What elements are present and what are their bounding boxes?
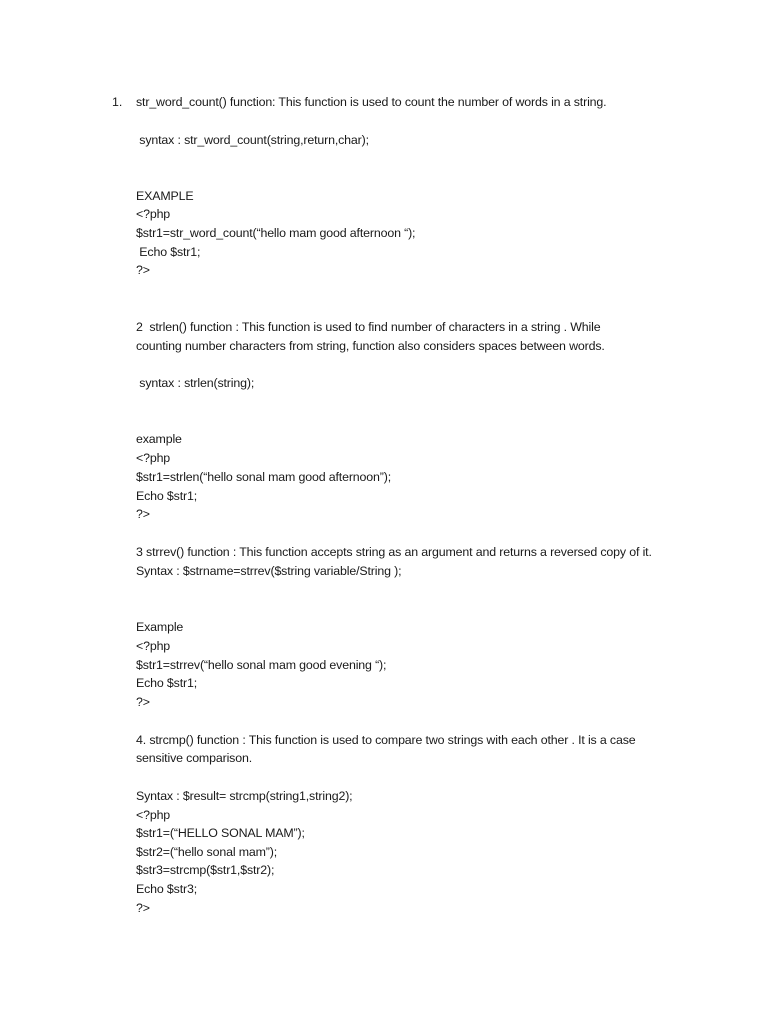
section4-heading-line1: 4. strcmp() function : This function is used to compare two strings with each other . It is a case xyxy=(136,733,636,747)
code-line: ?> xyxy=(136,901,150,915)
code-line: ?> xyxy=(136,695,150,709)
code-line: ?> xyxy=(136,507,150,521)
code-line: <?php xyxy=(136,808,171,822)
code-line: $str3=strcmp($str1,$str2); xyxy=(136,863,275,877)
section2-syntax: syntax : strlen(string); xyxy=(136,376,255,390)
code-line: $str2=(“hello sonal mam”); xyxy=(136,845,278,859)
section2-heading-line1: 2 strlen() function : This function is used to find number of characters in a string . While xyxy=(136,320,601,334)
code-line: Echo $str1; xyxy=(136,676,198,690)
section3-heading: 3 strrev() function : This function accepts string as an argument and returns a reversed copy of it. xyxy=(136,545,652,559)
code-line: ?> xyxy=(136,263,150,277)
section3-syntax: Syntax : $strname=strrev($string variable/String ); xyxy=(136,564,402,578)
code-line: $str1=(“HELLO SONAL MAM”); xyxy=(136,826,305,840)
list-number: 1. xyxy=(112,95,123,109)
section3-example-label: Example xyxy=(136,620,184,634)
code-line: <?php xyxy=(136,451,171,465)
section1-heading: str_word_count() function: This function is used to count the number of words in a string. xyxy=(136,95,607,109)
section4-syntax: Syntax : $result= strcmp(string1,string2); xyxy=(136,789,353,803)
code-line: Echo $str1; xyxy=(136,489,198,503)
section2-example-label: example xyxy=(136,432,182,446)
section1-syntax: syntax : str_word_count(string,return,char); xyxy=(136,133,369,147)
section2-heading-line2: counting number characters from string, function also considers spaces between words. xyxy=(136,339,605,353)
code-line: $str1=str_word_count(“hello mam good afternoon “); xyxy=(136,226,416,240)
code-line: $str1=strrev(“hello sonal mam good evening “); xyxy=(136,658,387,672)
code-line: <?php xyxy=(136,639,171,653)
code-line: Echo $str1; xyxy=(136,245,201,259)
code-line: Echo $str3; xyxy=(136,882,198,896)
section1-example-label: EXAMPLE xyxy=(136,189,194,203)
code-line: $str1=strlen(“hello sonal mam good afternoon”); xyxy=(136,470,392,484)
code-line: <?php xyxy=(136,207,171,221)
section4-heading-line2: sensitive comparison. xyxy=(136,751,252,765)
